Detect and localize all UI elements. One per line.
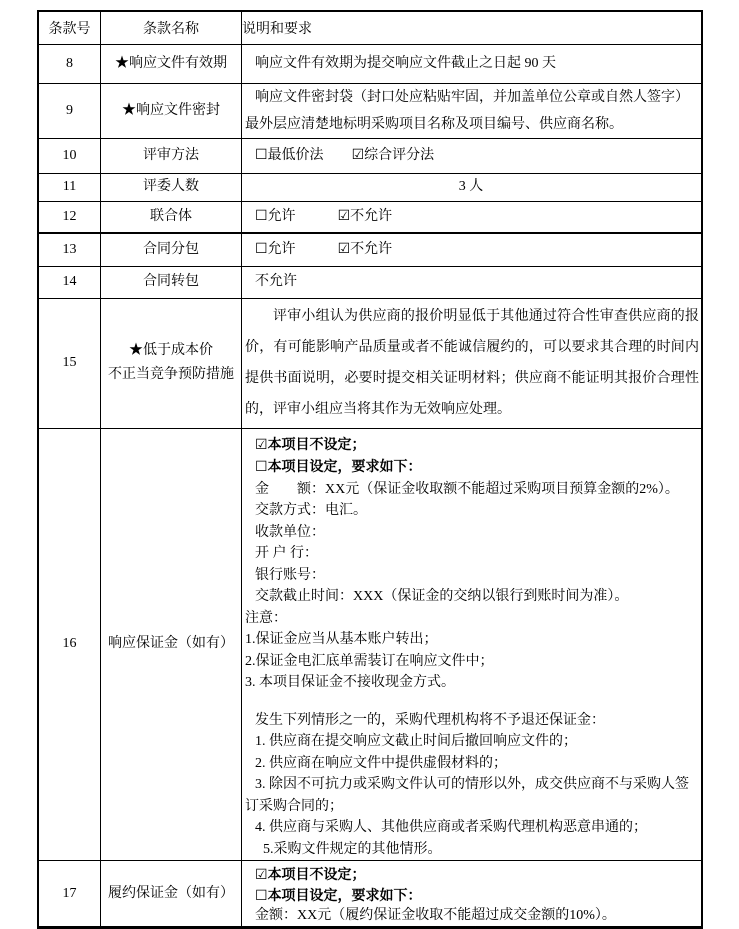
table-row bbox=[38, 83, 702, 138]
clause-requirements bbox=[242, 266, 703, 298]
clause-requirements bbox=[242, 298, 703, 428]
clause-requirements bbox=[242, 428, 703, 861]
table-row bbox=[38, 266, 702, 298]
header-row bbox=[38, 11, 702, 44]
clause-name-line: ★响应文件有效期 bbox=[115, 55, 227, 71]
requirement-line: 开 户 行： bbox=[255, 546, 318, 561]
clause-name-line: 合同分包 bbox=[143, 241, 199, 257]
clause-number: 13 bbox=[38, 233, 101, 266]
clause-name bbox=[101, 173, 242, 201]
table-row bbox=[38, 44, 702, 83]
checkbox-checked-icon: ☑ bbox=[255, 867, 268, 883]
procurement-terms-document bbox=[37, 10, 703, 929]
checkbox-unchecked-icon: ☐ bbox=[255, 147, 268, 163]
requirement-line: 交款方式：电汇。 bbox=[255, 503, 367, 518]
requirement-line: ☐最低价法 ☑综合评分法 bbox=[255, 147, 435, 163]
requirement-line: ☑本项目不设定； bbox=[255, 435, 366, 453]
requirement-line: 3. 除因不可抗力或采购文件认可的情形以外，成交供应商不与采购人签订采购合同的； bbox=[245, 777, 689, 814]
checkbox-unchecked-icon: ☐ bbox=[255, 241, 268, 258]
clause-requirements bbox=[242, 861, 703, 928]
requirement-line: 响应文件密封袋（封口处应粘贴牢固，并加盖单位公章或自然人签字） bbox=[255, 89, 689, 105]
requirement-line: ☐本项目设定，要求如下： bbox=[255, 887, 422, 904]
clause-name-line: ★低于成本价 bbox=[129, 343, 213, 358]
clause-requirements bbox=[242, 201, 703, 233]
clause-name bbox=[101, 138, 242, 173]
clause-number: 9 bbox=[38, 83, 101, 138]
checkbox-unchecked-icon: ☐ bbox=[255, 888, 268, 904]
clause-name-line: 履约保证金（如有） bbox=[108, 885, 234, 901]
clause-number: 10 bbox=[38, 138, 101, 173]
requirement-line: ☐允许 ☑不允许 bbox=[255, 241, 393, 258]
requirement-line: 5.采购文件规定的其他情形。 bbox=[263, 841, 442, 857]
clause-requirements bbox=[242, 138, 703, 173]
requirement-line: ☐本项目设定，要求如下： bbox=[255, 458, 422, 475]
clause-requirements bbox=[242, 83, 703, 138]
clause-number: 14 bbox=[38, 266, 101, 298]
requirement-line: 4. 供应商与采购人、其他供应商或者采购代理机构恶意串通的； bbox=[255, 820, 647, 835]
requirement-line: 响应文件有效期为提交响应文件截止之日起 90 天 bbox=[255, 55, 556, 71]
checkbox-unchecked-icon: ☐ bbox=[255, 459, 268, 475]
table-row bbox=[38, 428, 702, 861]
clause-name bbox=[101, 298, 242, 428]
requirement-line: 银行账号： bbox=[255, 567, 325, 583]
clause-requirements bbox=[242, 173, 703, 201]
requirement-line: 发生下列情形之一的，采购代理机构将不予退还保证金： bbox=[255, 712, 605, 728]
clause-number: 16 bbox=[38, 428, 101, 861]
checkbox-checked-icon: ☑ bbox=[337, 208, 351, 225]
clause-name bbox=[101, 428, 242, 861]
requirement-line: ☑本项目不设定； bbox=[255, 866, 366, 883]
requirement-line: 收款单位： bbox=[255, 524, 325, 540]
requirement-line: 2. 供应商在响应文件中提供虚假材料的； bbox=[255, 755, 507, 771]
col-header-clause-number: 条款号 bbox=[38, 11, 101, 44]
clause-name bbox=[101, 233, 242, 266]
clause-name-line: 评审方法 bbox=[143, 147, 199, 163]
clause-name-line: ★响应文件密封 bbox=[122, 102, 220, 118]
clause-name-line: 合同转包 bbox=[143, 274, 199, 289]
checkbox-checked-icon: ☑ bbox=[255, 436, 268, 453]
table-row bbox=[38, 138, 702, 173]
requirement-line: 1. 供应商在提交响应文截止时间后撤回响应文件的； bbox=[255, 734, 577, 749]
clause-name-line: 响应保证金（如有） bbox=[108, 636, 234, 652]
clause-name bbox=[101, 861, 242, 928]
checkbox-unchecked-icon: ☐ bbox=[255, 208, 268, 225]
table-row bbox=[38, 233, 702, 266]
requirement-line: 3 人 bbox=[458, 179, 484, 194]
checkbox-checked-icon: ☑ bbox=[351, 147, 365, 163]
clause-name bbox=[101, 201, 242, 233]
requirement-line: 评审小组认为供应商的报价明显低于其他通过符合性审查供应商的报价，有可能影响产品质量或者不能诚信履约的，可以要求其合理的时间内提供书面说明，必要时提交相关证明材料；供应商不能证明其报价合理性的，评审小组应当将其作为无效响应处理。 bbox=[245, 309, 699, 417]
requirement-line: 交款截止时间：XXX（保证金的交纳以银行到账时间为准）。 bbox=[255, 589, 629, 604]
col-header-requirements: 说明和要求 bbox=[242, 11, 703, 44]
clause-number: 11 bbox=[38, 173, 101, 201]
clause-name-line: 联合体 bbox=[150, 208, 192, 224]
clause-number: 15 bbox=[38, 298, 101, 428]
clause-requirements bbox=[242, 44, 703, 83]
requirement-line: 最外层应清楚地标明采购项目名称及项目编号、供应商名称。 bbox=[245, 116, 623, 132]
table-row bbox=[38, 201, 702, 233]
clause-requirements bbox=[242, 233, 703, 266]
clause-number: 8 bbox=[38, 44, 101, 83]
clause-name bbox=[101, 266, 242, 298]
requirement-line: 2.保证金电汇底单需装订在响应文件中； bbox=[245, 653, 494, 669]
requirement-line: 金额：XX元（履约保证金收取不能超过成交金额的10%）。 bbox=[255, 908, 616, 923]
requirement-line: ☐允许 ☑不允许 bbox=[255, 208, 393, 225]
requirement-line: 注意： bbox=[245, 610, 287, 626]
table-row bbox=[38, 298, 702, 428]
terms-table bbox=[37, 10, 703, 929]
checkbox-checked-icon: ☑ bbox=[337, 241, 351, 258]
clause-name-line: 不正当竞争预防措施 bbox=[108, 367, 234, 382]
table-row bbox=[38, 173, 702, 201]
clause-name bbox=[101, 44, 242, 83]
requirement-line: 3. 本项目保证金不接收现金方式。 bbox=[245, 675, 455, 690]
requirement-line: 1.保证金应当从基本账户转出； bbox=[245, 632, 438, 647]
col-header-clause-name: 条款名称 bbox=[101, 11, 242, 44]
table-header bbox=[38, 11, 702, 44]
requirement-line: 金 额：XX元（保证金收取额不能超过采购项目预算金额的2%）。 bbox=[255, 481, 679, 497]
table-row bbox=[38, 861, 702, 928]
clause-number: 12 bbox=[38, 201, 101, 233]
table-body bbox=[38, 44, 702, 928]
clause-number: 17 bbox=[38, 861, 101, 928]
clause-name-line: 评委人数 bbox=[143, 179, 199, 194]
clause-name bbox=[101, 83, 242, 138]
requirement-line: 不允许 bbox=[255, 274, 297, 289]
